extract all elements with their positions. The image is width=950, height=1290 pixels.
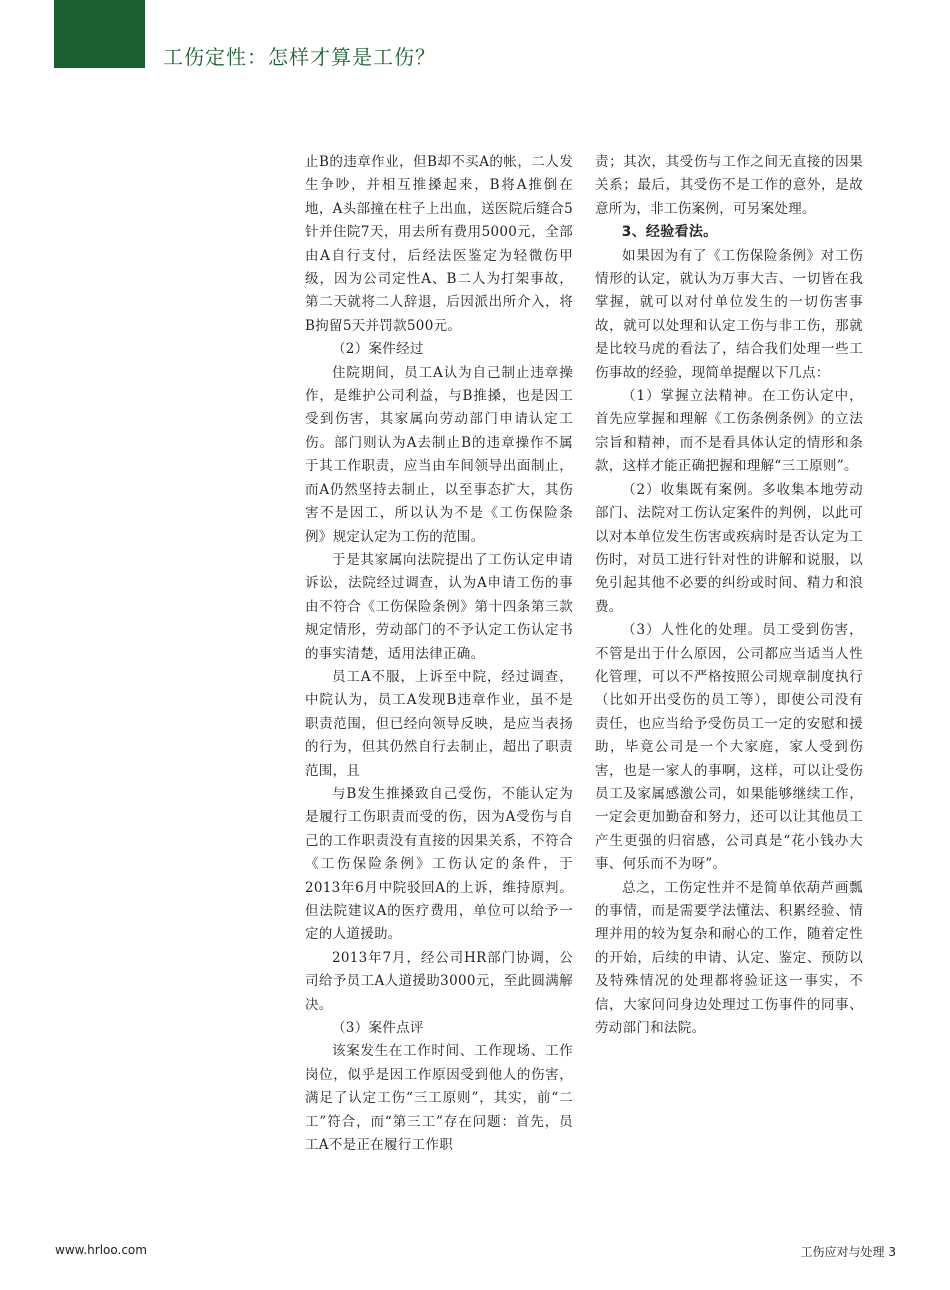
paragraph: 该案发生在工作时间、工作现场、工作岗位，似乎是因工作原因受到他人的伤害，满足了认定工伤“三工原则”，其实，前“二工”符合，而“第三工”存在问题：首先，员工A不是正在履行工作职 <box>305 1043 573 1154</box>
paragraph: 员工A不服，上诉至中院，经过调查，中院认为，员工A发现B违章作业，虽不是职责范围，但已经向领导反映，是应当表扬的行为，但其仍然自行去制止，超出了职责范围，且 <box>305 668 573 779</box>
paragraph: 2013年7月，经公司HR部门协调，公司给予员工A人道援助3000元，至此圆满解决。 <box>305 949 573 1013</box>
paragraph: 总之，工伤定性并不是简单依葫芦画瓢的事情，而是需要学法懂法、积累经验、情理并用的较为复杂和耐心的工作，随着定性的开始，后续的申请、认定、鉴定、预防以及特殊情况的处理都将验证这一事实，不信，大家问问身边处理过工伤事件的同事、劳动部门和法院。 <box>595 879 863 1037</box>
section-heading: 3、经验看法。 <box>621 224 718 241</box>
paragraph: （1）掌握立法精神。在工伤认定中，首先应掌握和理解《工伤条例条例》的立法宗旨和精神，而不是看具体认定的情形和条款，这样才能正确把握和理解“三工原则”。 <box>595 388 863 475</box>
left-text-column <box>305 151 573 1157</box>
header-color-block <box>54 0 145 68</box>
paragraph: （3）人性化的处理。员工受到伤害，不管是出于什么原因，公司都应当适当人性化管理，可以不严格按照公司规章制度执行（比如开出受伤的员工等），即使公司没有责任，也应当给予受伤员工一定的安慰和援助，毕竟公司是一个大家庭，家人受到伤害，也是一家人的事啊，这样，可以让受伤员工及家属感激公司，如果能够继续工作，一定会更加勤奋和努力，还可以让其他员工产生更强的归宿感，公司真是“花小钱办大事、何乐而不为呀”。 <box>595 622 863 873</box>
paragraph: （2）收集既有案例。多收集本地劳动部门、法院对工伤认定案件的判例，以此可以对本单位发生伤害或疾病时是否认定为工伤时，对员工进行针对性的讲解和说服，以免引起其他不必要的纠纷或时间、精力和浪费。 <box>595 481 863 615</box>
page-number: 3 <box>888 1245 896 1259</box>
footer-section-title: 工伤应对与处理 <box>800 1245 885 1259</box>
paragraph: 与B发生推搡致自己受伤，不能认定为是履行工伤职责而受的伤，因为A受伤与自己的工作职责没有直接的因果关系，不符合《工伤保险条例》工伤认定的条件，于2013年6月中院驳回A的上诉，维持原判。但法院建议A的医疗费用，单位可以给予一定的人道援助。 <box>305 785 573 943</box>
page-title: 工伤定性：怎样才算是工伤？ <box>163 45 436 69</box>
footer-section-info <box>801 1243 896 1260</box>
paragraph: 责；其次，其受伤与工作之间无直接的因果关系；最后，其受伤不是工作的意外，是故意所为，非工伤案例，可另案处理。 <box>595 154 863 217</box>
subheading-case-process: （2）案件经过 <box>332 341 424 358</box>
footer-website[interactable]: www.hrloo.com <box>55 1243 147 1257</box>
paragraph: 于是其家属向法院提出了工伤认定申请诉讼，法院经过调查，认为A申请工伤的事由不符合《工伤保险条例》第十四条第三款规定情形，劳动部门的不予认定工伤认定书的事实清楚，适用法律正确。 <box>305 551 573 662</box>
paragraph: 住院期间，员工A认为自己制止违章操作，是维护公司利益，与B推搡，也是因工受到伤害，其家属向劳动部门申请认定工伤。部门则认为A去制止B的违章操作不属于其工作职责，应当由车间领导出面制止，而A仍然坚持去制止，以至事态扩大，其伤害不是因工，所以认为不是《工伤保险条例》规定认定为工伤的范围。 <box>305 364 573 545</box>
subheading-case-review: （3）案件点评 <box>332 1020 424 1037</box>
paragraph: 如果因为有了《工伤保险条例》对工伤情形的认定，就认为万事大吉、一切皆在我掌握，就可以对付单位发生的一切伤害事故，就可以处理和认定工伤与非工伤，那就是比较马虎的看法了，结合我们处理一些工伤事故的经验，现简单提醒以下几点： <box>595 247 863 381</box>
paragraph: 止B的违章作业，但B却不买A的帐，二人发生争吵，并相互推搡起来，B将A推倒在地，A头部撞在柱子上出血，送医院后缝合5针并住院7天，用去所有费用5000元，全部由A自行支付，后经法医鉴定为轻微伤甲级，因为公司定性A、B二人为打架事故，第二天就将二人辞退，后因派出所介入，将B拘留5天并罚款500元。 <box>305 154 573 334</box>
right-text-column <box>595 151 863 1040</box>
